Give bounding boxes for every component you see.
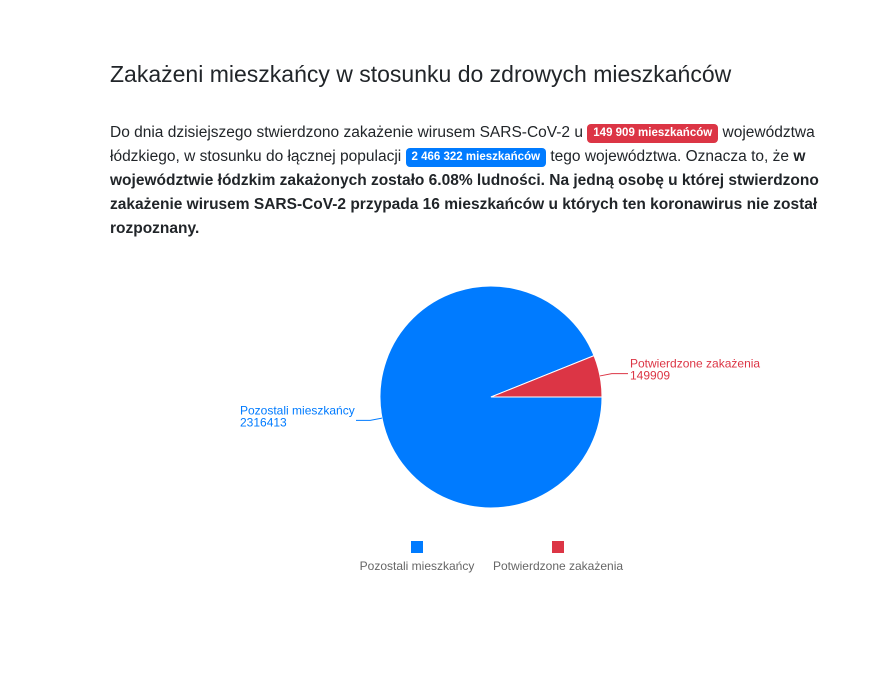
summary-conclusion: w województwie łódzkim zakażonych zostało 6.08% ludności. Na jedną osobę u której stwierdzono zakażenie wirusem SARS-CoV-2 przypada 16 mieszkańców u których ten koronawirus nie został rozpoznany. bbox=[110, 148, 819, 237]
slice-label-remaining-category: Pozostali mieszkańcy bbox=[240, 403, 355, 418]
summary-paragraph bbox=[110, 121, 845, 241]
population-badge: 2 466 322 mieszkańców bbox=[406, 148, 547, 167]
summary-text-1: Do dnia dzisiejszego stwierdzono zakażenie wirusem SARS-CoV-2 u bbox=[110, 124, 588, 141]
slice-label-infected-value: 149909 bbox=[630, 368, 671, 383]
legend-item-remaining-swatch[interactable] bbox=[411, 541, 423, 553]
legend-item-infected-label[interactable]: Potwierdzone zakażenia bbox=[492, 559, 624, 573]
slice-label-infected-leader-line bbox=[600, 374, 628, 376]
main-content bbox=[110, 58, 845, 241]
legend-item-remaining-label[interactable]: Pozostali mieszkańcy bbox=[359, 559, 475, 573]
slice-label-infected-category: Potwierdzone zakażenia bbox=[630, 356, 761, 371]
page-title: Zakażeni mieszkańcy w stosunku do zdrowych mieszkańców bbox=[110, 61, 732, 87]
summary-text-2: województwa łódzkiego, w stosunku do łącznej populacji bbox=[110, 124, 815, 165]
slice-label-remaining-value: 2316413 bbox=[240, 415, 287, 430]
pie-slice-infected bbox=[491, 356, 602, 397]
legend-item-infected-swatch[interactable] bbox=[552, 541, 564, 553]
infected-count-badge: 149 909 mieszkańców bbox=[587, 124, 718, 143]
pie-slice-remaining bbox=[380, 286, 602, 508]
slice-label-remaining-leader-line bbox=[356, 418, 382, 420]
summary-text-3: tego województwa. Oznacza to, że bbox=[546, 148, 794, 165]
